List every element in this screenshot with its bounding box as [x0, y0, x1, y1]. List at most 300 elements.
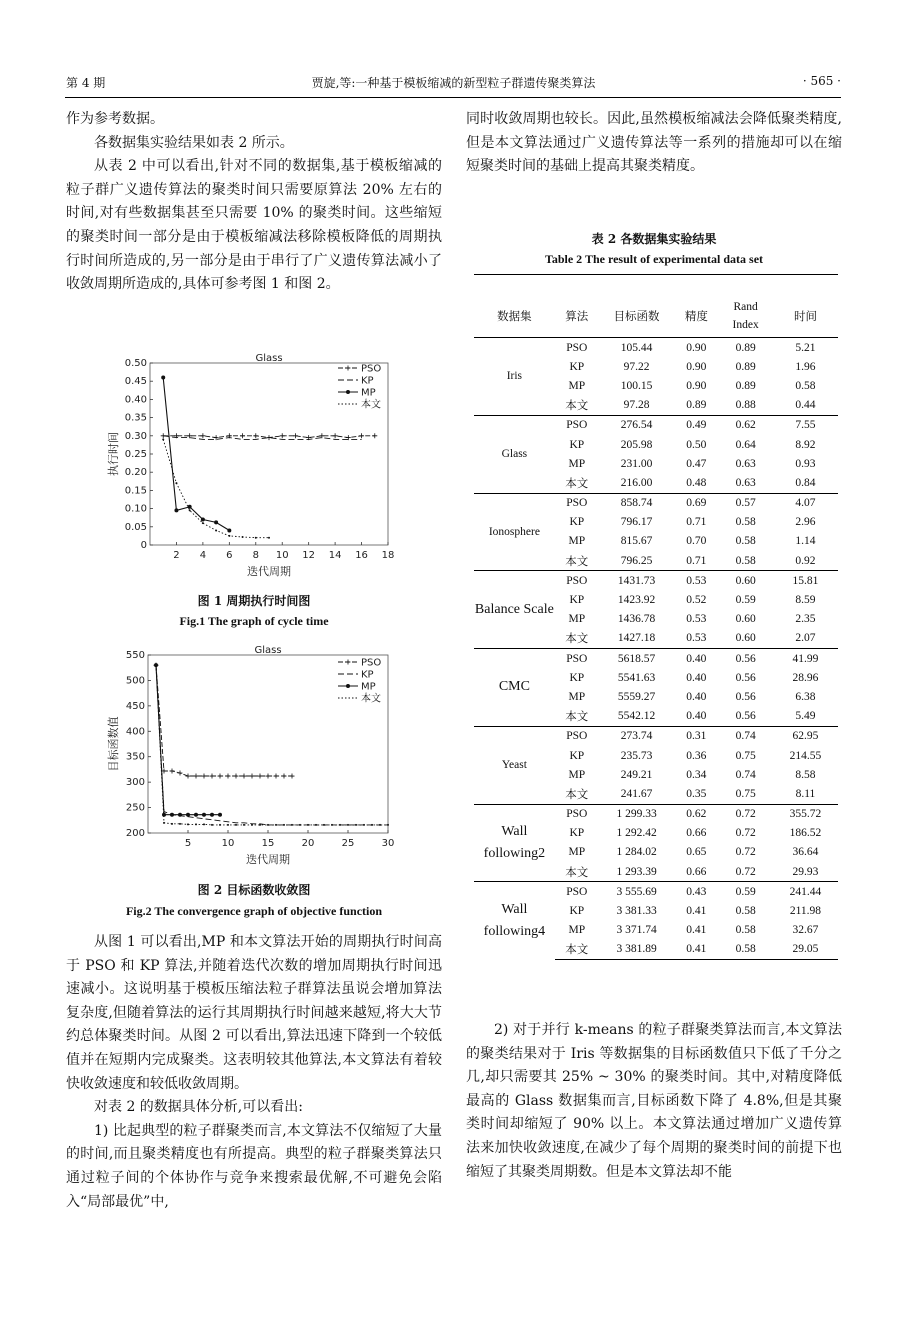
paragraph: 各数据集实验结果如表 2 所示。: [94, 134, 294, 151]
y-axis-label: 目标函数值: [107, 716, 120, 772]
table-cell: 0.49: [674, 415, 718, 435]
table-cell: 0.40: [686, 671, 707, 684]
table-cell: 0.88: [735, 399, 756, 412]
table-cell: 100.15: [620, 379, 653, 392]
table-cell: 1431.73: [599, 571, 675, 591]
y-tick-label: 0.35: [124, 412, 147, 424]
right-column-top: [466, 108, 842, 179]
data-point: [240, 433, 245, 438]
table-cell: 0.40: [686, 690, 707, 703]
table-cell: 5.21: [795, 341, 816, 354]
x-tick-label: 6: [226, 550, 233, 561]
data-point: [280, 433, 285, 438]
col-header: 目标函数: [599, 295, 675, 338]
table-cell: 0.75: [735, 749, 756, 762]
y-tick-label: 0: [140, 540, 147, 551]
figure-2-chart: [100, 640, 410, 876]
data-point: [331, 824, 333, 826]
legend-label: MP: [361, 681, 376, 693]
table-cell: MP: [568, 379, 586, 392]
data-point: [242, 536, 244, 538]
data-point: [162, 438, 164, 440]
data-point: [235, 824, 237, 826]
data-point: [333, 433, 338, 438]
x-tick-label: 5: [184, 838, 192, 849]
data-point: [266, 774, 271, 779]
table-cell: 15.81: [773, 571, 838, 591]
table-cell: 0.35: [686, 787, 707, 800]
data-point: [215, 529, 217, 531]
y-tick-label: 0.20: [124, 467, 147, 479]
table-cell: 0.50: [686, 438, 707, 451]
data-point: [258, 774, 263, 779]
figure-2-caption-cn: 图 2 目标函数收敛图: [197, 883, 311, 897]
y-tick-label: 0.45: [124, 376, 147, 388]
table-cell: 7.55: [773, 415, 838, 435]
table-cell: 97.28: [623, 399, 650, 412]
table-cell: 5542.12: [617, 710, 656, 723]
figure-1-chart: [100, 348, 410, 588]
col-header: Rand Index: [718, 295, 773, 338]
table-cell: KP: [569, 594, 585, 607]
table-cell: KP: [569, 516, 585, 529]
table-cell: 214.55: [789, 749, 822, 762]
table-cell: 0.72: [735, 846, 756, 859]
table-cell: 29.05: [773, 940, 838, 960]
legend-marker: [346, 390, 350, 394]
y-tick-label: 550: [125, 650, 145, 661]
table-cell: 1423.92: [617, 594, 656, 607]
legend-label: 本文: [361, 693, 381, 705]
table-cell: KP: [569, 671, 585, 684]
paragraph: 1) 比起典型的粒子群聚类而言,本文算法不仅缩短了大量的时间,而且聚类精度也有所提高。典型的粒子群聚类算法只通过粒子间的个体协作与竞争来搜索最优解,不可避免会陷入“局部最优”中,: [66, 1122, 442, 1210]
table-cell: 0.36: [686, 749, 707, 762]
data-point: [203, 823, 205, 825]
figure-2-caption-en: Fig.2 The convergence graph of objective function: [125, 904, 383, 918]
table-cell: 0.63: [735, 457, 756, 470]
table-cell: 0.60: [735, 613, 756, 626]
paragraph: 从表 2 中可以看出,针对不同的数据集,基于模板缩减的粒子群广义遗传算法的聚类时间只需要原算法 20% 左右的时间,对有些数据集甚至只需要 10% 的聚类时间。这些缩短的聚类时间一部分是由于模板缩减法移除模板降低的周期执行时间所造成的,另一部分是由于串行了广义遗传算法减小了收敛周期所造成的,具体可参考图 1 和图 2。: [66, 158, 442, 293]
table-cell: 8.59: [795, 594, 816, 607]
data-point: [170, 813, 174, 817]
data-point: [253, 433, 258, 438]
table-cell: 0.48: [686, 476, 707, 489]
x-axis-label: 迭代周期: [246, 853, 290, 866]
table-cell: 355.72: [773, 804, 838, 824]
table-cell: 0.53: [674, 571, 718, 591]
data-point: [363, 824, 365, 826]
table-cell: 1427.18: [617, 632, 656, 645]
table-cell: 0.63: [735, 476, 756, 489]
data-point: [290, 774, 295, 779]
table-cell: 2.96: [795, 516, 816, 529]
data-point: [194, 813, 198, 817]
paragraph: 对表 2 的数据具体分析,可以看出:: [94, 1099, 303, 1116]
series-line-3: [156, 665, 388, 825]
data-point: [218, 813, 222, 817]
y-tick-label: 200: [125, 828, 145, 839]
table-header-row: [474, 295, 838, 338]
table-cell: 0.43: [674, 882, 718, 902]
data-point: [186, 813, 190, 817]
table-cell: 1 292.42: [616, 827, 657, 840]
data-point: [250, 774, 255, 779]
series-line-0: [156, 665, 292, 776]
running-header-page: · 565 ·: [802, 74, 841, 88]
table-cell: KP: [569, 360, 585, 373]
table-cell: 0.69: [674, 493, 718, 513]
paragraph: 同时收敛周期也较长。因此,虽然模板缩减法会降低聚类精度,但是本文算法通过广义遗传算法等一系列的措施却可以在缩短聚类时间的基础上提高其聚类精度。: [466, 111, 842, 175]
dataset-cell: Wall following2: [474, 804, 555, 882]
table-cell: 249.21: [620, 768, 653, 781]
table-cell: 0.72: [735, 865, 756, 878]
table-cell: 0.41: [686, 924, 707, 937]
table-cell: 本文: [565, 788, 589, 801]
table-cell: 0.93: [795, 457, 816, 470]
table-row: [474, 415, 838, 435]
data-point: [387, 824, 389, 826]
table-cell: 41.99: [773, 649, 838, 669]
table-cell: 0.58: [795, 379, 816, 392]
col-header: 算法: [555, 295, 599, 338]
data-point: [218, 774, 223, 779]
table-cell: 216.00: [620, 476, 653, 489]
table-cell: 28.96: [792, 671, 819, 684]
table-cell: KP: [569, 905, 585, 918]
data-point: [210, 774, 215, 779]
legend-marker: [346, 366, 351, 371]
table-cell: 5541.63: [617, 671, 656, 684]
table-cell: 5559.27: [617, 690, 656, 703]
table-cell: 0.44: [795, 399, 816, 412]
dataset-cell: Balance Scale: [474, 571, 555, 649]
table-cell: 本文: [555, 940, 599, 960]
table-cell: 2.35: [795, 613, 816, 626]
data-point: [274, 774, 279, 779]
table-cell: PSO: [555, 493, 599, 513]
table-cell: 0.65: [686, 846, 707, 859]
data-point: [259, 824, 261, 826]
figure-1-caption-cn: 图 1 周期执行时间图: [197, 594, 311, 608]
y-tick-label: 450: [125, 700, 145, 712]
data-point: [171, 823, 173, 825]
table-cell: KP: [569, 749, 585, 762]
table-cell: 0.62: [674, 804, 718, 824]
table-cell: 1 284.02: [616, 846, 657, 859]
data-point: [243, 824, 245, 826]
data-point: [202, 813, 206, 817]
dataset-cell: Ionosphere: [474, 493, 555, 571]
table-2-caption-en: Table 2 The result of experimental data set: [544, 252, 764, 266]
y-tick-label: 0.40: [124, 394, 147, 406]
table-cell: 62.95: [773, 726, 838, 746]
data-point: [228, 535, 230, 537]
col-header: 精度: [674, 295, 718, 338]
table-cell: 3 381.89: [599, 940, 675, 960]
y-tick-label: 250: [125, 802, 145, 814]
data-point: [371, 824, 373, 826]
legend-label: KP: [361, 375, 374, 387]
data-point: [175, 482, 177, 484]
table-cell: 5618.57: [599, 649, 675, 669]
table-cell: 231.00: [620, 457, 653, 470]
table-cell: PSO: [566, 341, 588, 354]
table-row: [474, 571, 838, 591]
data-point: [227, 528, 231, 532]
table-cell: 0.57: [718, 493, 773, 513]
table-cell: 0.71: [686, 554, 707, 567]
table-cell: 3 555.69: [599, 882, 675, 902]
legend-label: MP: [361, 387, 376, 399]
data-point: [323, 824, 325, 826]
data-point: [251, 824, 253, 826]
table-cell: 1436.78: [617, 613, 656, 626]
x-tick-label: 30: [381, 838, 395, 849]
x-tick-label: 15: [261, 838, 275, 849]
table-cell: 241.67: [620, 787, 653, 800]
y-tick-label: 0.10: [124, 503, 147, 515]
x-tick-label: 25: [341, 838, 355, 849]
y-tick-label: 0.50: [124, 358, 147, 369]
table-cell: 0.89: [735, 360, 756, 373]
y-axis-label: 执行时间: [107, 432, 120, 476]
dataset-cell: Yeast: [474, 726, 555, 804]
y-tick-label: 300: [125, 777, 145, 789]
table-cell: 3 371.74: [616, 924, 657, 937]
table-top-rule: [474, 274, 838, 275]
data-point: [299, 824, 301, 826]
data-point: [283, 824, 285, 826]
table-cell: 0.75: [735, 787, 756, 800]
x-tick-label: 10: [275, 550, 289, 561]
table-cell: 8.11: [795, 787, 816, 800]
table-cell: PSO: [555, 649, 599, 669]
table-cell: 0.74: [718, 726, 773, 746]
data-point: [178, 770, 183, 775]
table-cell: 本文: [565, 633, 589, 646]
table-cell: 0.74: [735, 768, 756, 781]
chart-title: Glass: [254, 645, 282, 656]
table-cell: 0.66: [686, 827, 707, 840]
table-cell: 0.59: [718, 882, 773, 902]
table-cell: 858.74: [599, 493, 675, 513]
data-point: [355, 824, 357, 826]
plot-frame: [148, 655, 388, 833]
table-cell: 241.44: [773, 882, 838, 902]
data-point: [307, 824, 309, 826]
table-cell: 0.72: [718, 804, 773, 824]
left-column-top: [66, 108, 442, 297]
table-cell: MP: [568, 768, 586, 781]
table-cell: 0.66: [686, 865, 707, 878]
table-cell: 0.72: [735, 827, 756, 840]
table-cell: 0.53: [686, 613, 707, 626]
table-cell: 0.71: [686, 516, 707, 529]
table-cell: 0.90: [686, 379, 707, 392]
table-cell: 0.84: [795, 476, 816, 489]
table-cell: 本文: [565, 400, 589, 413]
table-cell: 0.58: [735, 554, 756, 567]
table-cell: 796.17: [620, 516, 653, 529]
table-cell: 205.98: [620, 438, 653, 451]
table-cell: 6.38: [795, 690, 816, 703]
table-cell: PSO: [555, 726, 599, 746]
data-point: [201, 518, 205, 522]
data-point: [187, 823, 189, 825]
x-axis-label: 迭代周期: [247, 565, 291, 578]
data-point: [195, 823, 197, 825]
table-cell: 97.22: [623, 360, 650, 373]
data-point: [163, 822, 165, 824]
table-cell: 0.52: [686, 594, 707, 607]
data-point: [379, 824, 381, 826]
table-2-caption-cn: 表 2 各数据集实验结果: [591, 232, 717, 246]
table-cell: 8.92: [795, 438, 816, 451]
data-point: [179, 823, 181, 825]
table-cell: 36.64: [792, 846, 819, 859]
paragraph: 2) 对于并行 k-means 的粒子群聚类算法而言,本文算法的聚类结果对于 Iris 等数据集的目标函数值只下低了千分之几,却只需要其 25% ~ 30% 的聚类时间。其中,对精度降低最高的 Glass 数据集而言,目标函数下降了 4.8%,但是其聚类时间却缩短了 90% 以上。本文算法通过增加广义遗传算法来加快收敛速度,在减少了每个周期的聚类时间的前提下也缩短了其聚类周期数。但是本文算法却不能: [466, 1022, 842, 1180]
data-point: [339, 824, 341, 826]
table-cell: 0.40: [686, 710, 707, 723]
y-tick-label: 0.15: [124, 485, 147, 497]
x-tick-label: 14: [328, 550, 342, 561]
data-point: [226, 774, 231, 779]
table-cell: 0.64: [735, 438, 756, 451]
table-cell: 0.58: [735, 535, 756, 548]
right-column-bottom: [466, 1019, 842, 1184]
x-tick-label: 20: [301, 838, 315, 849]
data-point: [211, 824, 213, 826]
x-tick-label: 2: [173, 550, 180, 561]
table-cell: 4.07: [773, 493, 838, 513]
paragraph: 作为参考数据。: [66, 111, 164, 127]
table-cell: 186.52: [789, 827, 822, 840]
table-cell: 0.92: [795, 554, 816, 567]
table-cell: 0.60: [735, 632, 756, 645]
running-header-issue: 第 4 期: [66, 76, 106, 90]
data-point: [202, 774, 207, 779]
x-tick-label: 16: [355, 550, 368, 561]
y-tick-label: 0.05: [124, 521, 147, 533]
data-point: [210, 813, 214, 817]
data-point: [315, 824, 317, 826]
table-cell: 1 293.39: [616, 865, 657, 878]
table-row: [474, 649, 838, 669]
legend-label: PSO: [361, 363, 382, 375]
table-cell: 5.49: [795, 710, 816, 723]
y-tick-label: 400: [125, 726, 145, 738]
table-cell: 0.70: [686, 535, 707, 548]
data-point: [255, 537, 257, 539]
data-point: [189, 509, 191, 511]
legend-label: PSO: [361, 657, 382, 669]
table-cell: 本文: [565, 555, 589, 568]
data-point: [155, 664, 157, 666]
table-cell: MP: [568, 457, 586, 470]
table-cell: 0.41: [674, 940, 718, 960]
table-cell: MP: [568, 924, 586, 937]
table-cell: MP: [568, 535, 586, 548]
paragraph: 从图 1 可以看出,MP 和本文算法开始的周期执行时间高于 PSO 和 KP 算法,并随着迭代次数的增加周期执行时间迅速减小。这说明基于模板压缩法粒子群算法虽说会增加算法复杂度,但随着算法的运行其周期执行时间越来越短,将大大节约总体聚类时间。从图 2 可以看出,算法迅速下降到一个较低值并在短期内完成聚类。这表明较其他算法,本文算法有着较快收敛速度和较低收敛周期。: [66, 934, 442, 1092]
table-cell: 0.56: [735, 710, 756, 723]
data-point: [202, 522, 204, 524]
figure-1-caption-en: Fig.1 The graph of cycle time: [179, 614, 329, 628]
table-cell: 本文: [565, 711, 589, 724]
table-cell: 本文: [565, 477, 589, 490]
series-line-2: [163, 378, 229, 531]
table-cell: 276.54: [599, 415, 675, 435]
left-column-bottom: [66, 931, 442, 1214]
table-cell: KP: [569, 827, 585, 840]
table-cell: PSO: [555, 415, 599, 435]
data-point: [214, 520, 218, 524]
table-cell: KP: [569, 438, 585, 451]
y-tick-label: 500: [125, 675, 145, 687]
data-point: [178, 813, 182, 817]
legend-marker: [346, 684, 350, 688]
chart-title: Glass: [255, 353, 283, 364]
data-point: [291, 824, 293, 826]
legend-marker: [346, 660, 351, 665]
table-cell: 3 381.33: [616, 905, 657, 918]
data-point: [188, 505, 192, 509]
table-cell: 0.58: [718, 940, 773, 960]
table-row: [474, 804, 838, 824]
table-cell: 0.59: [735, 594, 756, 607]
table-cell: 0.89: [735, 341, 756, 354]
table-cell: 273.74: [599, 726, 675, 746]
table-cell: 0.58: [735, 924, 756, 937]
data-point: [242, 774, 247, 779]
table-cell: 0.56: [735, 671, 756, 684]
table-cell: 2.07: [795, 632, 816, 645]
table-cell: 1 299.33: [599, 804, 675, 824]
header-rule: [65, 97, 841, 98]
table-cell: 0.40: [674, 649, 718, 669]
x-tick-label: 10: [221, 838, 235, 849]
table-cell: 0.56: [718, 649, 773, 669]
table-cell: 0.62: [718, 415, 773, 435]
table-cell: 0.34: [686, 768, 707, 781]
data-point: [234, 774, 239, 779]
x-tick-label: 12: [302, 550, 316, 561]
dataset-cell: Wall following4: [474, 882, 555, 960]
table-cell: 本文: [565, 866, 589, 879]
table-cell: 0.56: [735, 690, 756, 703]
table-cell: 0.89: [686, 399, 707, 412]
y-tick-label: 0.30: [124, 430, 147, 442]
legend-label: 本文: [361, 399, 381, 411]
y-tick-label: 0.25: [124, 449, 147, 460]
table-cell: 0.47: [686, 457, 707, 470]
data-point: [293, 433, 298, 438]
data-point: [268, 537, 270, 539]
dataset-cell: CMC: [474, 649, 555, 727]
running-header-title: 贾旋,等:一种基于模板缩减的新型粒子群遗传聚类算法: [311, 76, 596, 90]
data-point: [282, 774, 287, 779]
table-cell: 0.31: [674, 726, 718, 746]
table-cell: 0.58: [735, 905, 756, 918]
col-header: 时间: [773, 295, 838, 338]
data-point: [359, 433, 364, 438]
col-header: 数据集: [474, 295, 555, 338]
data-point: [174, 508, 178, 512]
legend-label: KP: [361, 669, 374, 681]
table-cell: 0.90: [686, 341, 707, 354]
table-cell: PSO: [555, 882, 599, 902]
y-tick-label: 350: [125, 751, 145, 763]
table-cell: MP: [568, 846, 586, 859]
